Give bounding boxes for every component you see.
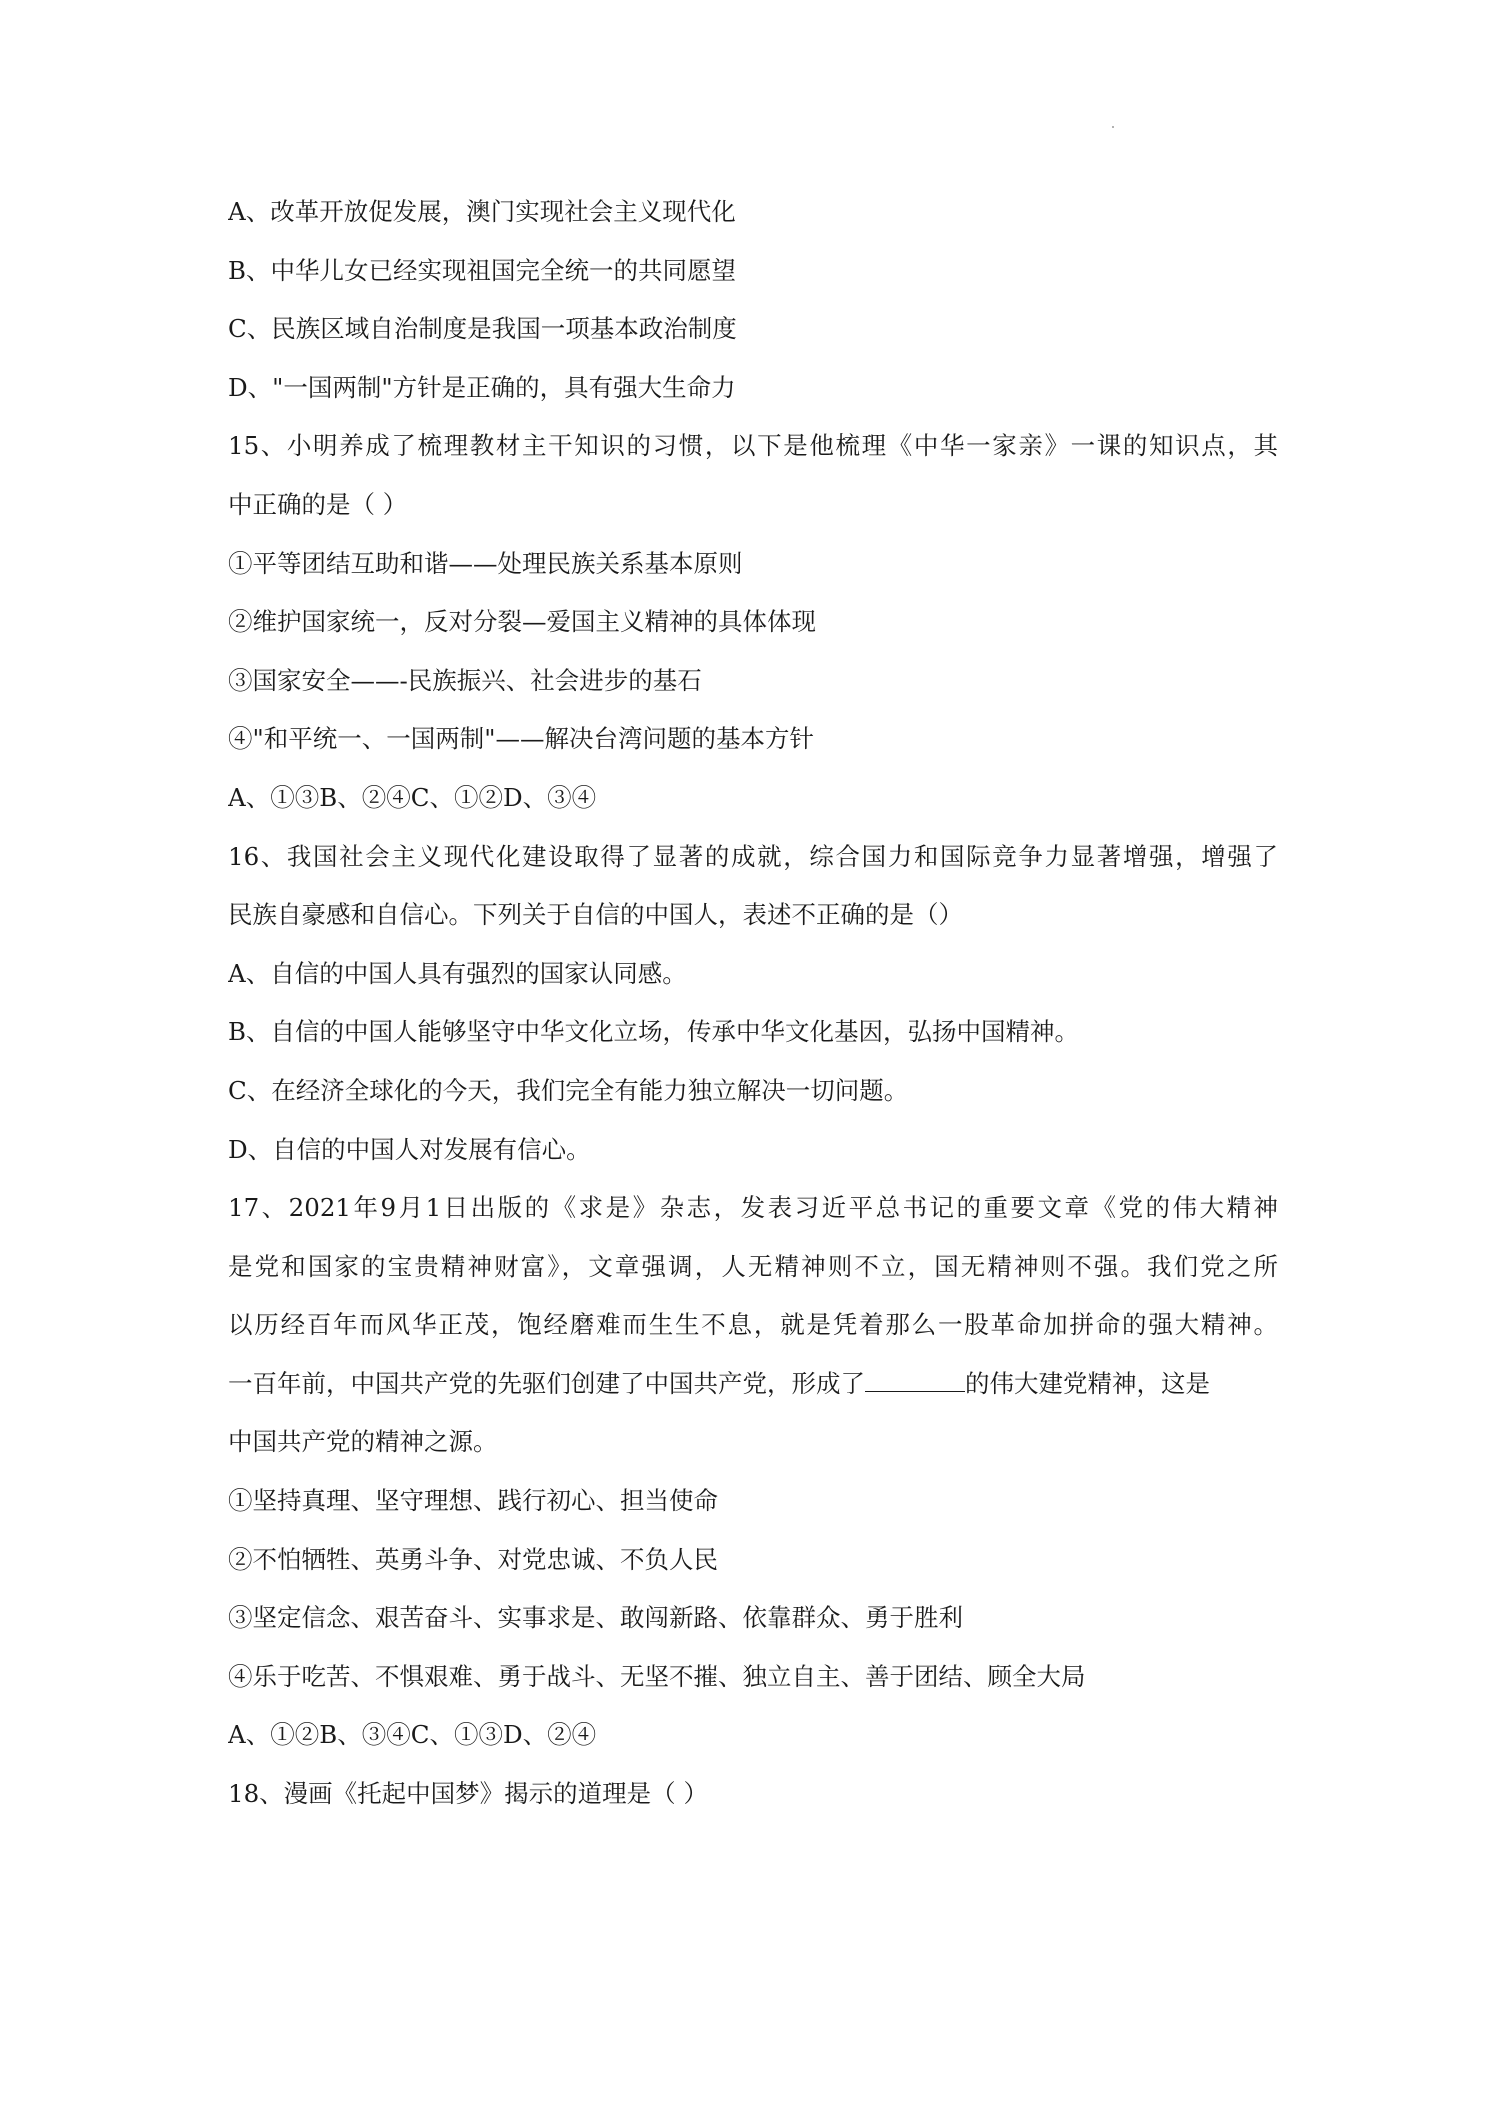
q14-option-d: D、"一国两制"方针是正确的，具有强大生命力: [228, 372, 736, 402]
q16-option-c: C、在经济全球化的今天，我们完全有能力独立解决一切问题。: [228, 1075, 909, 1105]
q17-item-2: ②不怕牺牲、英勇斗争、对党忠诚、不负人民: [228, 1544, 718, 1574]
q14-option-c: C、民族区域自治制度是我国一项基本政治制度: [228, 314, 737, 344]
q17-stem-line-5: 中国共产党的精神之源。: [228, 1427, 498, 1457]
q17-item-3: ③坚定信念、艰苦奋斗、实事求是、敢闯新路、依靠群众、勇于胜利: [228, 1603, 963, 1633]
q15-options: A、①③B、②④C、①②D、③④: [228, 782, 597, 812]
q15-item-4: ④"和平统一、一国两制"——解决台湾问题的基本方针: [228, 724, 815, 754]
q17-stem-line-1: 17、2021年9月1日出版的《求是》杂志，发表习近平总书记的重要文章《党的伟大精神: [228, 1193, 1278, 1223]
q17-stem-line-2: 是党和国家的宝贵精神财富》，文章强调，人无精神则不立，国无精神则不强。我们党之所: [228, 1251, 1278, 1281]
q17-stem-line-4: [228, 1358, 1278, 1417]
q16-option-d: D、自信的中国人对发展有信心。: [228, 1134, 591, 1164]
fill-in-blank: [865, 1369, 965, 1392]
q14-option-b: B、中华儿女已经实现祖国完全统一的共同愿望: [228, 255, 737, 285]
q15-item-1: ①平等团结互助和谐——处理民族关系基本原则: [228, 548, 743, 578]
q16-stem-line-2: 民族自豪感和自信心。下列关于自信的中国人，表述不正确的是（）: [228, 900, 963, 930]
q17-stem-line-3: 以历经百年而风华正茂，饱经磨难而生生不息，就是凭着那么一股革命加拼命的强大精神。: [228, 1310, 1278, 1340]
q17-options: A、①②B、③④C、①③D、②④: [228, 1720, 597, 1750]
q17-item-4: ④乐于吃苦、不惧艰难、勇于战斗、无坚不摧、独立自主、善于团结、顾全大局: [228, 1661, 1086, 1691]
q17-stem-line-4-after: 的伟大建党精神，这是: [965, 1368, 1210, 1398]
scan-dot-mark: [1112, 126, 1114, 128]
q16-stem-line-1: 16、我国社会主义现代化建设取得了显著的成就，综合国力和国际竞争力显著增强，增强了: [228, 841, 1278, 871]
q16-option-b: B、自信的中国人能够坚守中华文化立场，传承中华文化基因，弘扬中国精神。: [228, 1017, 1080, 1047]
q14-option-a: A、改革开放促发展，澳门实现社会主义现代化: [228, 197, 736, 226]
q17-item-1: ①坚持真理、坚守理想、践行初心、担当使命: [228, 1486, 718, 1516]
q15-item-2: ②维护国家统一，反对分裂—爱国主义精神的具体体现: [228, 607, 816, 637]
q15-stem-line-1: 15、小明养成了梳理教材主干知识的习惯，以下是他梳理《中华一家亲》一课的知识点，其: [228, 431, 1278, 461]
document-body: [228, 186, 1278, 1827]
q18-stem: 18、漫画《托起中国梦》揭示的道理是（ ）: [228, 1779, 708, 1809]
q15-item-3: ③国家安全——-民族振兴、社会进步的基石: [228, 665, 702, 695]
q16-option-a: A、自信的中国人具有强烈的国家认同感。: [228, 958, 687, 988]
q15-stem-line-2: 中正确的是（ ）: [228, 489, 408, 519]
q17-stem-line-4-before: 一百年前，中国共产党的先驱们创建了中国共产党，形成了: [228, 1368, 865, 1398]
